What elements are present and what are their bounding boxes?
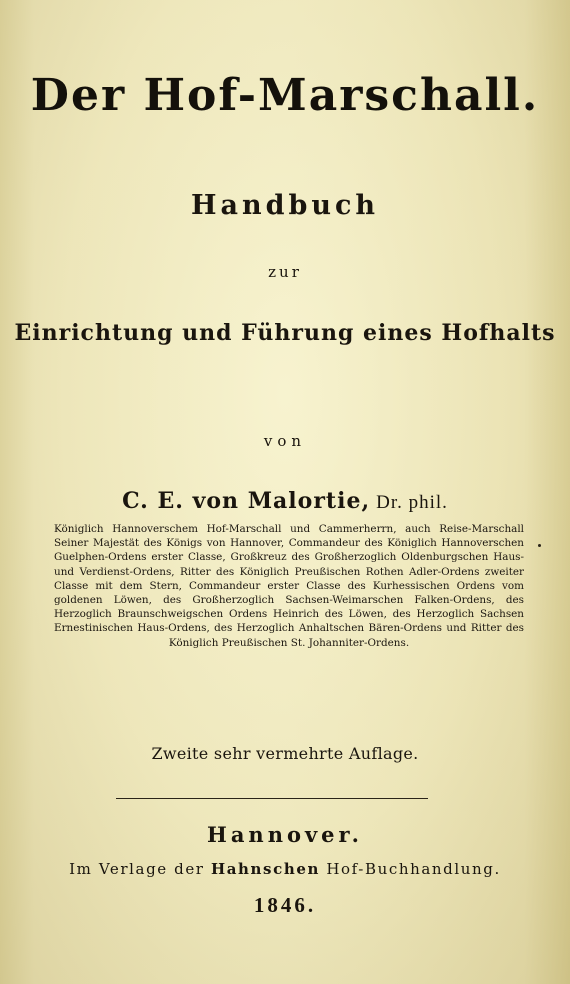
- ink-speck: [538, 544, 541, 547]
- divider-rule: [116, 798, 428, 799]
- publication-city: Hannover.: [206, 822, 363, 847]
- author-name: C. E. von Malortie,: [122, 488, 371, 514]
- publisher-name: Hahnschen: [210, 860, 320, 878]
- book-title: Der Hof-Marschall.: [30, 70, 540, 121]
- publisher-prefix: Im Verlage der: [69, 860, 205, 878]
- author-line: [0, 488, 570, 514]
- subtitle-line-2: Einrichtung und Führung eines Hofhalts: [14, 320, 556, 346]
- publisher-line: [0, 860, 570, 878]
- connector-word: zur: [268, 263, 302, 281]
- book-subtitle: Handbuch: [190, 190, 380, 221]
- by-word: von: [263, 432, 307, 450]
- publisher-suffix: Hof-Buchhandlung.: [326, 860, 501, 878]
- author-titles: Königlich Hannoverschem Hof-Marschall und Cammerherrn, auch Reise-Marschall Seiner Majestät des Königs von Hannover, Commandeur des Königlich Hannoverschen Guelphen-Ordens erster Classe, Großkreuz des Großherzoglich Oldenburgschen Haus- und Verdienst-Ordens, Ritter des Königlich Preußischen Rothen Adler-Ordens zweiter Classe mit dem Stern, Commandeur erster Classe des Kurhessischen Ordens vom goldenen Löwen, des Großherzoglich Sachsen-Weimarschen Falken-Ordens, des Herzoglich Braunschweigschen Ordens Heinrich des Löwen, des Herzoglich Sachsen Ernestinischen Haus-Ordens, des Herzoglich Anhaltschen Bären-Ordens und Ritter des Königlich Preußischen St. Johanniter-Ordens.: [54, 523, 524, 649]
- publication-year: 1846.: [253, 893, 317, 917]
- author-degree: Dr. phil.: [376, 492, 448, 513]
- edition-note: Zweite sehr vermehrte Auflage.: [151, 744, 419, 763]
